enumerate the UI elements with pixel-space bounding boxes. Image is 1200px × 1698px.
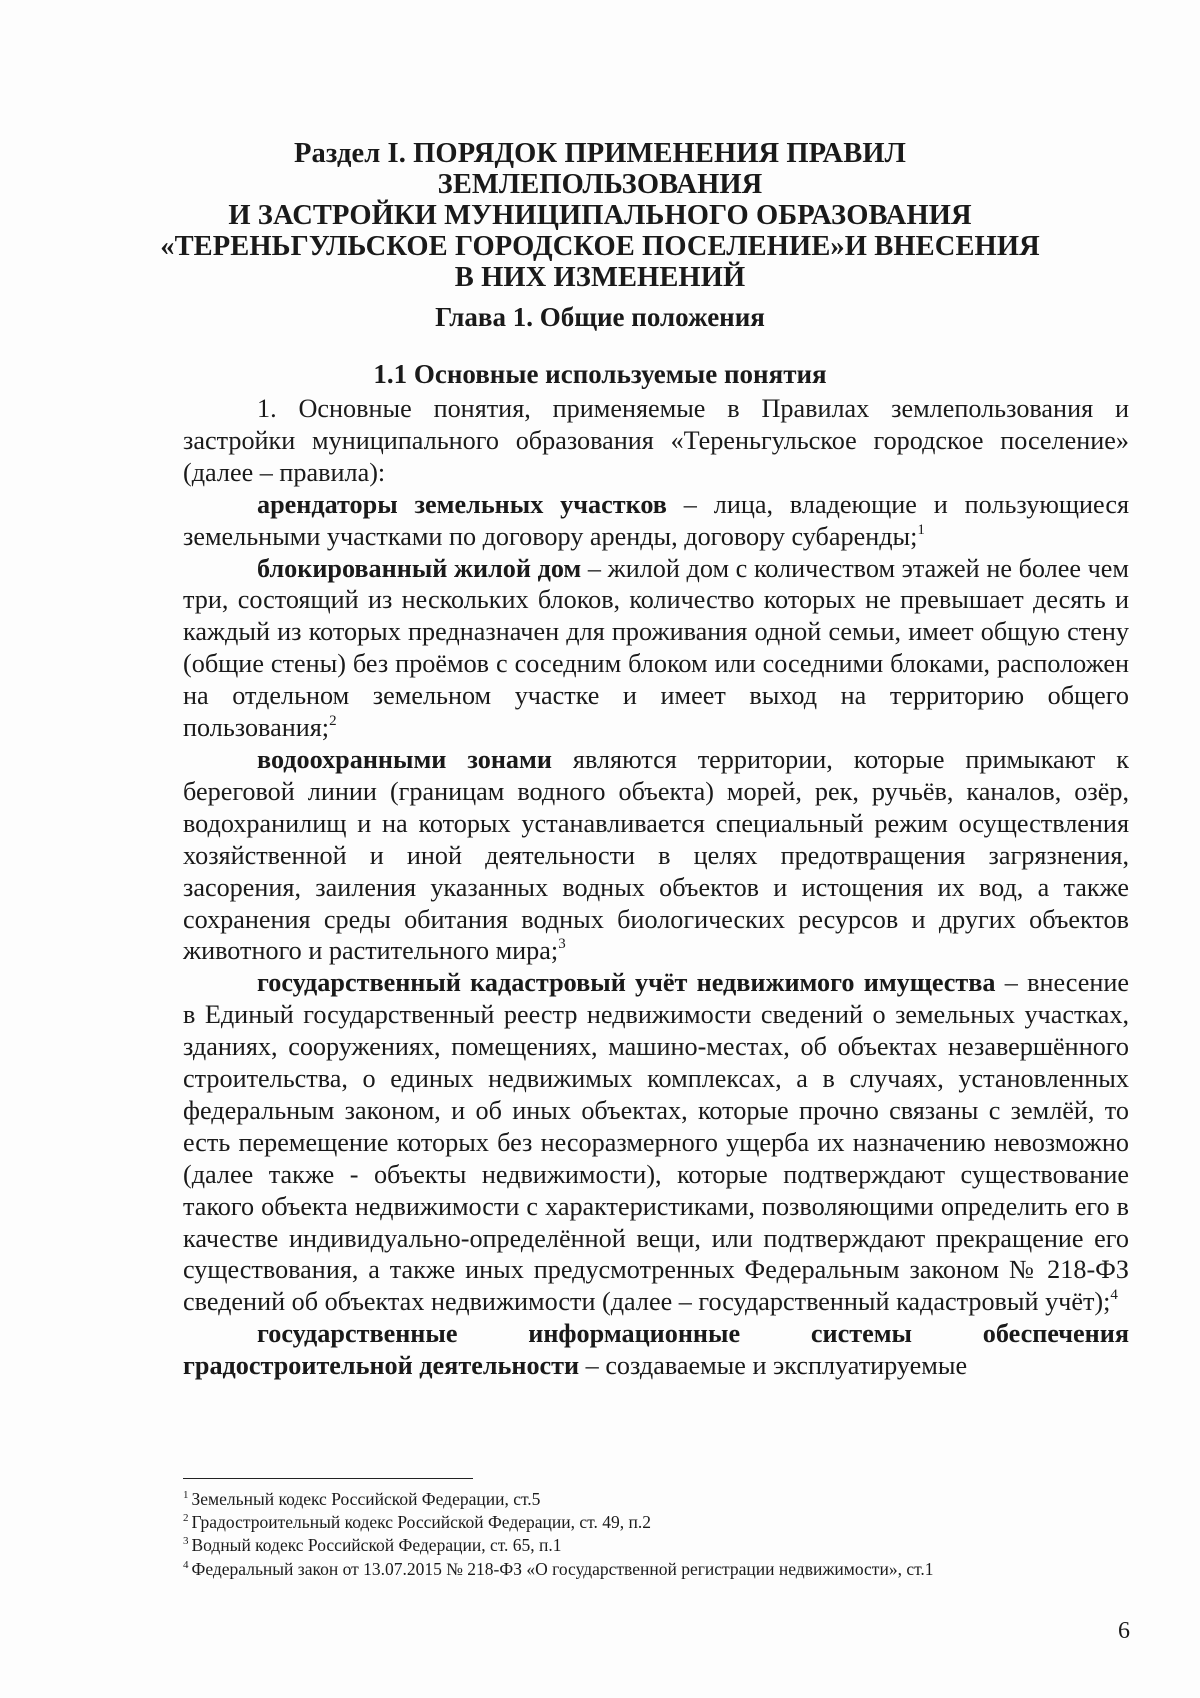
term-name: государственные информационные системы обеспечения градостроительной деятельности	[183, 1319, 1129, 1381]
subsection-title: 1.1 Основные используемые понятия	[373, 359, 827, 389]
intro-paragraph: 1. Основные понятия, применяемые в Правилах землепользования и застройки муниципального образования «Тереньгульское городское поселение» (далее – правила):	[183, 394, 1129, 487]
term-definition: – лица, владеющие и пользующиеся земельными участками по договору аренды, договору субаренды;	[183, 489, 1130, 551]
term-name: водоохранными зонами	[257, 744, 552, 774]
footnote	[183, 1534, 1129, 1557]
footnote	[183, 1511, 1129, 1534]
term-name: арендаторы земельных участков	[257, 489, 667, 519]
footnote	[183, 1488, 1129, 1511]
footnote-text: Градостроительный кодекс Российской Федерации, ст. 49, п.2	[191, 1512, 651, 1533]
document-body	[183, 393, 1129, 1382]
section-title-line: «ТЕРЕНЬГУЛЬСКОЕ ГОРОДСКОЕ ПОСЕЛЕНИЕ»И ВНЕСЕНИЯ	[160, 231, 1040, 262]
term-paragraph	[183, 744, 1129, 967]
footnote-number: 1	[183, 1489, 189, 1501]
footnote-text: Водный кодекс Российской Федерации, ст. 65, п.1	[191, 1535, 562, 1556]
footnote-separator	[183, 1478, 473, 1479]
term-definition: являются территории, которые примыкают к береговой линии (границам водного объекта) морей, рек, ручьёв, каналов, озёр, водохранилищ и на которых устанавливается специальный режим осуществления хозяйственной и иной деятельности в целях предотвращения загрязнения, засорения, заиления указанных водных объектов и истощения их вод, а также сохранения среды обитания водных биологических ресурсов и других объектов животного и растительного мира;	[183, 744, 1129, 966]
term-name: блокированный жилой дом	[257, 553, 582, 583]
term-definition: – внесение в Единый государственный реестр недвижимости сведений о земельных участках, зданиях, сооружениях, помещениях, машино-местах, об объектах незавершённого строительства, о единых недвижимых комплексах, а в случаях, установленных федеральным законом, и об иных объектах, которые прочно связаны с землёй, то есть перемещение которых без несоразмерного ущерба их назначению невозможно (далее также - объекты недвижимости), которые подтверждают существование такого объекта недвижимости с характеристиками, позволяющими определить его в качестве индивидуально-определённой вещи, или подтверждают прекращение его существования, а также иных предусмотренных Федеральным законом № 218-ФЗ сведений об объектах недвижимости (далее – государственный кадастровый учёт);	[183, 968, 1129, 1317]
footnote-ref: 3	[558, 936, 566, 953]
footnote-ref: 2	[329, 713, 337, 730]
footnote-number: 2	[183, 1512, 189, 1525]
section-title-line: В НИХ ИЗМЕНЕНИЙ	[454, 262, 746, 293]
term-paragraph	[183, 967, 1129, 1318]
section-title-line: И ЗАСТРОЙКИ МУНИЦИПАЛЬНОГО ОБРАЗОВАНИЯ	[228, 200, 972, 231]
footnote-ref: 1	[917, 521, 925, 538]
footnote-ref: 4	[1110, 1287, 1118, 1304]
footnote-number: 4	[183, 1558, 189, 1571]
footnote-number: 3	[183, 1535, 189, 1548]
term-name: государственный кадастровый учёт недвижимого имущества	[257, 968, 996, 998]
section-title	[150, 138, 1050, 293]
term-paragraph	[183, 489, 1129, 553]
footnote-text: Земельный кодекс Российской Федерации, ст.5	[191, 1489, 541, 1509]
footnote-text: Федеральный закон от 13.07.2015 № 218-ФЗ «О государственной регистрации недвижимости», ст.1	[191, 1558, 934, 1579]
term-definition: – жилой дом с количеством этажей не более чем три, состоящий из нескольких блоков, количество которых не превышает десять и каждый из которых предназначен для проживания одной семьи, имеет общую стену (общие стены) без проёмов с соседним блоком или соседними блоками, расположен на отдельном земельном участке и имеет выход на территорию общего пользования;	[183, 553, 1129, 743]
footnotes	[183, 1488, 1129, 1581]
term-paragraph	[183, 553, 1129, 744]
chapter-title: Глава 1. Общие положения	[435, 302, 765, 332]
term-paragraph	[183, 1318, 1129, 1382]
term-definition: – создаваемые и эксплуатируемые	[579, 1351, 968, 1381]
footnote	[183, 1558, 1129, 1581]
page-number: 6	[1118, 1618, 1130, 1644]
section-title-line: Раздел I. ПОРЯДОК ПРИМЕНЕНИЯ ПРАВИЛ ЗЕМЛЕПОЛЬЗОВАНИЯ	[294, 138, 906, 200]
